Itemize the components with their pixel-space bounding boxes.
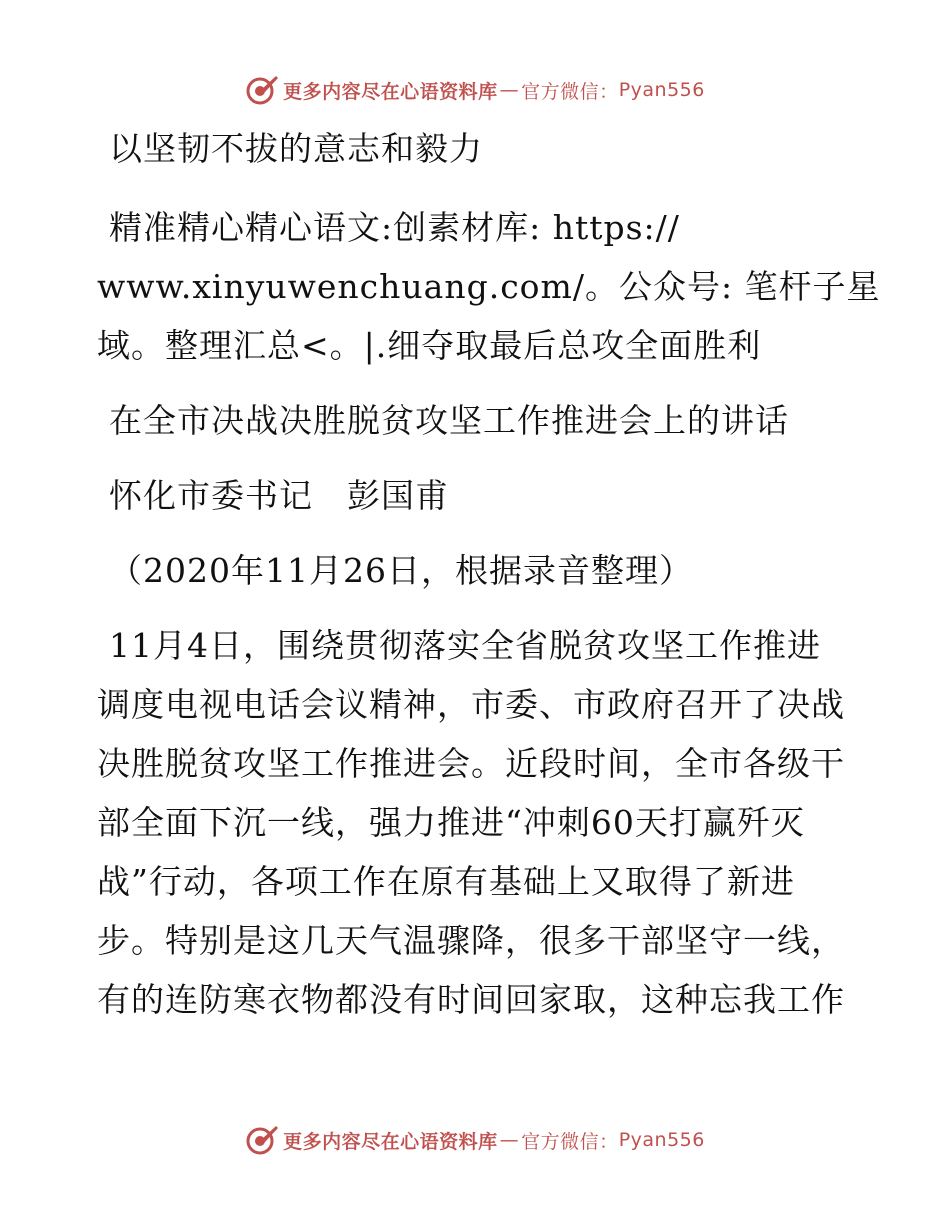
- watermark-text: 更多内容尽在心语资料库: [283, 80, 498, 103]
- doc-line-1: 以坚韧不拔的意志和毅力: [109, 129, 483, 168]
- speaker-line: 怀化市委书记 彭国甫: [109, 476, 449, 515]
- speech-title: 在全市决战决胜脱贫攻坚工作推进会上的讲话: [109, 401, 789, 440]
- header-watermark: [0, 70, 950, 110]
- watermark-separator: —: [499, 79, 520, 101]
- paragraph-line-5: 战”行动，各项工作在原有基础上又取得了新进: [97, 862, 795, 901]
- doc-line-2: 精准精心精心语文:创素材库: https://: [109, 208, 680, 247]
- pen-logo-icon: [245, 73, 279, 107]
- paragraph-line-2: 调度电视电话会议精神，市委、市政府召开了决战: [97, 685, 845, 724]
- paragraph-line-4: 部全面下沉一线，强力推进“冲刺60天打赢歼灭: [97, 803, 805, 842]
- watermark-label: 官方微信：: [521, 1130, 619, 1153]
- watermark-separator: —: [499, 1129, 520, 1151]
- pen-logo-icon: [245, 1123, 279, 1157]
- paragraph-line-3: 决胜脱贫攻坚工作推进会。近段时间，全市各级干: [97, 744, 845, 783]
- document-body: [97, 120, 881, 1019]
- watermark-wechat-id: Pyan556: [618, 79, 705, 101]
- paragraph-line-1: 11月4日，围绕贯彻落实全省脱贫攻坚工作推进: [109, 626, 821, 665]
- watermark-text: 更多内容尽在心语资料库: [283, 1130, 498, 1153]
- doc-line-3: www.xinyuwenchuang.com/。公众号: 笔杆子星: [97, 267, 881, 306]
- footer-watermark: [0, 1120, 950, 1160]
- paragraph-line-7: 有的连防寒衣物都没有时间回家取，这种忘我工作: [97, 980, 845, 1019]
- watermark-label: 官方微信：: [521, 80, 619, 103]
- date-note: （2020年11月26日，根据录音整理）: [109, 551, 693, 590]
- paragraph-line-6: 步。特别是这几天气温骤降，很多干部坚守一线，: [97, 921, 845, 960]
- watermark-wechat-id: Pyan556: [618, 1129, 705, 1151]
- doc-line-4: 域。整理汇总<。|.细夺取最后总攻全面胜利: [97, 326, 762, 365]
